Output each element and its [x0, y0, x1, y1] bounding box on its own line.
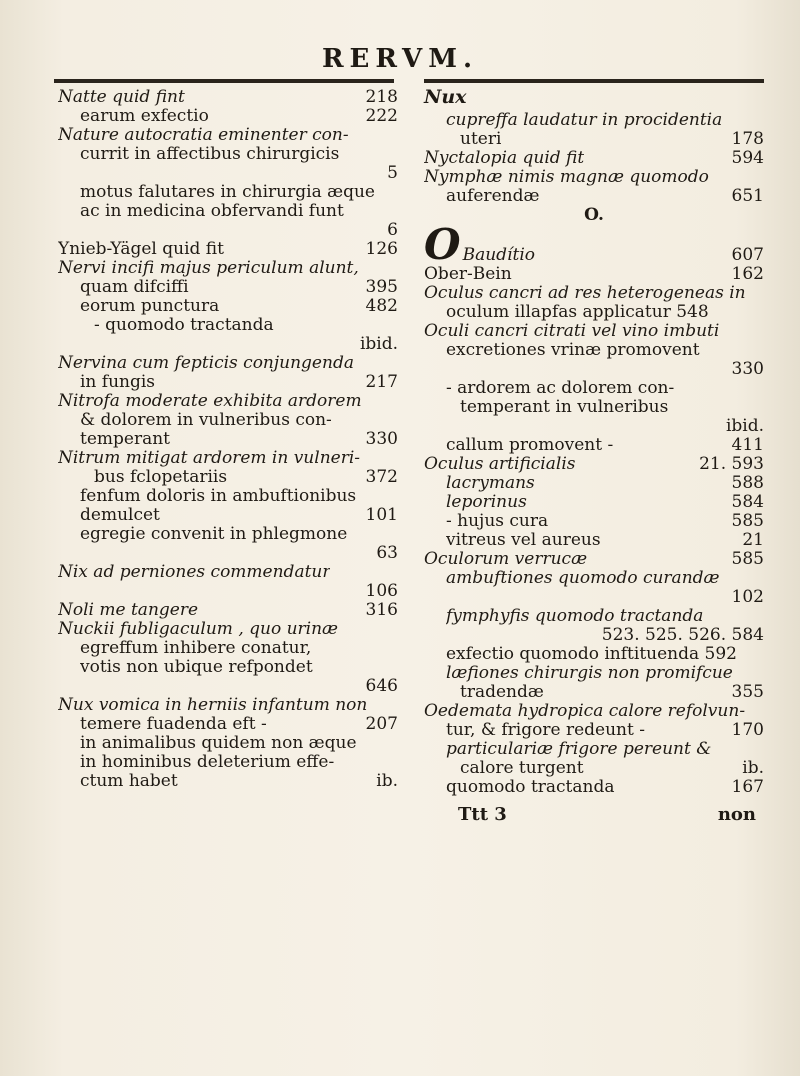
entry-page: 167: [731, 777, 764, 797]
entry-term: Ynieb-Yägel quid fit: [58, 240, 224, 259]
index-entries-o: [424, 225, 764, 797]
index-entry: [58, 506, 398, 525]
entry-term: leporinus: [446, 493, 527, 512]
index-entry: [58, 449, 398, 468]
entry-term: particulariæ frigore pereunt &: [446, 740, 712, 759]
entry-term: temperant in vulneribus: [460, 398, 669, 417]
entry-page: 162: [731, 264, 764, 284]
entry-page: 6: [387, 220, 398, 240]
entry-text: [80, 734, 357, 753]
index-entry: [58, 126, 398, 145]
entry-term: bus fclopetariis: [94, 468, 228, 487]
entry-text: [58, 126, 349, 145]
entry-text: [460, 759, 584, 778]
entry-text: [58, 601, 198, 620]
index-entry: [58, 392, 398, 411]
entry-term: & dolorem in vulneribus con-: [80, 411, 332, 430]
entry-term: Ober-Bein: [424, 265, 512, 284]
index-entry: [58, 639, 398, 658]
index-entry: [58, 468, 398, 487]
entry-text: [58, 259, 359, 278]
signature-mark: Ttt 3: [458, 804, 507, 825]
index-entry: [424, 740, 764, 759]
entry-term: - hujus cura: [446, 512, 549, 531]
index-entry: [58, 278, 398, 297]
entry-text: [424, 455, 575, 474]
index-entry: [58, 715, 398, 734]
index-entry: [424, 322, 764, 341]
index-entry: [424, 130, 764, 149]
entry-term: Oculus cancri ad res heterogeneas in: [424, 284, 746, 303]
entry-term: currit in affectibus chirurgicis: [80, 145, 340, 164]
entry-page: 316: [365, 600, 398, 620]
entry-text: [424, 168, 709, 187]
entry-term: oculum illapfas applicatur 548: [446, 303, 709, 322]
index-entry: [58, 430, 398, 449]
entry-page: 218: [365, 87, 398, 107]
entry-term: fymphyfis quomodo tractanda: [446, 607, 704, 626]
entry-page: 21. 593: [699, 454, 764, 474]
entry-page: 594: [731, 148, 764, 168]
entry-page: 646: [365, 676, 398, 696]
entry-term: auferendæ: [446, 187, 540, 206]
index-entry: [424, 721, 764, 740]
index-entry: [424, 284, 764, 303]
index-entry: [58, 354, 398, 373]
entry-term: cupreffa laudatur in procidentia: [446, 111, 723, 130]
index-entry: [58, 772, 398, 791]
entry-text: [80, 430, 170, 449]
entry-page: ibid.: [725, 416, 764, 436]
entry-term: Nature autocratia eminenter con-: [58, 126, 349, 145]
entry-text: [80, 506, 160, 525]
index-entry: [58, 525, 398, 544]
index-entry: [424, 778, 764, 797]
entry-page: 222: [365, 106, 398, 126]
entry-page: 217: [365, 372, 398, 392]
header-rule-left: [54, 79, 394, 83]
index-entry: [58, 221, 398, 240]
entry-term: fenfum doloris in ambuftionibus: [80, 487, 357, 506]
index-entry: [424, 550, 764, 569]
index-entry: [424, 531, 764, 550]
entry-page: 411: [731, 435, 764, 455]
index-entry: [424, 455, 764, 474]
entry-term: - ardorem ac dolorem con-: [446, 379, 675, 398]
entry-page: 63: [376, 543, 398, 563]
index-entries-n: [424, 111, 764, 206]
entry-term: Nitrofa moderate exhibita ardorem: [58, 392, 362, 411]
entry-text: [446, 664, 733, 683]
entry-text: [446, 379, 674, 398]
entry-term: in hominibus deleterium effe-: [80, 753, 335, 772]
entry-term: temere fuadenda eft -: [80, 715, 267, 734]
index-entry: [424, 493, 764, 512]
entry-page: ib.: [376, 771, 398, 791]
entry-page: 395: [365, 277, 398, 297]
entry-text: [460, 683, 544, 702]
entry-text: [446, 740, 711, 759]
index-entry: [424, 607, 764, 626]
entry-term: demulcet: [80, 506, 160, 525]
entry-text: [80, 107, 209, 126]
entry-term: Nix ad perniones commendatur: [58, 563, 331, 582]
index-entry: [424, 379, 764, 398]
page-footer: [424, 805, 764, 824]
entry-term: tur, & frigore redeunt -: [446, 721, 645, 740]
index-entry: [424, 417, 764, 436]
entry-text: [446, 778, 615, 797]
entry-text: [94, 468, 227, 487]
entry-term: vitreus vel aureus: [446, 531, 601, 550]
entry-page: 651: [731, 186, 764, 206]
entry-text: [446, 187, 539, 206]
index-entry: [58, 202, 398, 221]
entry-term: tradendæ: [460, 683, 544, 702]
entry-page: 585: [731, 549, 764, 569]
entry-term: calore turgent: [460, 759, 584, 778]
entry-page: 523. 525. 526. 584: [601, 625, 764, 645]
index-entry: [58, 259, 398, 278]
entry-term: excretiones vrinæ promovent: [446, 341, 700, 360]
entry-page: 372: [365, 467, 398, 487]
entry-page: 5: [387, 163, 398, 183]
entry-term: motus falutares in chirurgia æque: [80, 183, 375, 202]
index-entry: [58, 696, 398, 715]
entry-page: 102: [731, 587, 764, 607]
index-entry: [424, 168, 764, 187]
entry-term: ambuftiones quomodo curandæ: [446, 569, 720, 588]
entry-term: - quomodo tractanda: [94, 316, 274, 335]
index-entry: [58, 164, 398, 183]
index-entry: [58, 316, 398, 335]
entry-text: [424, 322, 719, 341]
index-entry: [424, 759, 764, 778]
index-entry: [58, 734, 398, 753]
entry-text: [58, 620, 338, 639]
entry-page: 330: [731, 359, 764, 379]
index-column-left: [58, 88, 398, 791]
entry-term: Oculorum verrucæ: [424, 550, 588, 569]
entry-page: ibid.: [359, 334, 398, 354]
section-letter-text: O.: [584, 205, 604, 225]
entry-text: [424, 149, 584, 168]
entry-term: Oculi cancri citrati vel vino imbuti: [424, 322, 720, 341]
entry-text: [80, 297, 219, 316]
index-entry: [58, 145, 398, 164]
entry-term: Nervina cum fepticis conjungenda: [58, 354, 354, 373]
entry-term: læfiones chirurgis non promifcue: [446, 664, 733, 683]
entry-page: 178: [731, 129, 764, 149]
entry-text: [80, 487, 356, 506]
entry-term: lacrymans: [446, 474, 535, 493]
entry-term: eorum punctura: [80, 297, 220, 316]
entry-page: 585: [731, 511, 764, 531]
entry-page: 607: [731, 245, 764, 265]
entry-text: [58, 449, 360, 468]
entry-term: Noli me tangere: [58, 601, 199, 620]
entry-text: [80, 183, 375, 202]
entry-term: Nervi incifi majus periculum alunt,: [58, 259, 359, 278]
entry-term: Oculus artificialis: [424, 455, 576, 474]
section-letter: [424, 206, 764, 225]
entry-text: [58, 240, 224, 259]
index-entry: [424, 149, 764, 168]
entry-text: [424, 225, 535, 265]
entry-text: [446, 493, 527, 512]
entry-text: [80, 715, 267, 734]
index-entry: [424, 265, 764, 284]
column-head: Nux: [424, 86, 467, 108]
entry-text: [58, 696, 367, 715]
entry-term: Nyctalopia quid fit: [424, 149, 585, 168]
entry-term: Nux vomica in herniis infantum non: [58, 696, 368, 715]
index-entry: [424, 398, 764, 417]
entry-term: quam difciffi: [80, 278, 189, 297]
index-entry: [58, 335, 398, 354]
index-entry: [424, 225, 764, 265]
entry-term: ctum habet: [80, 772, 178, 791]
index-entry: [424, 683, 764, 702]
index-entry: [424, 588, 764, 607]
entry-text: [424, 265, 512, 284]
entry-term: Oedemata hydropica calore refolvun-: [424, 702, 746, 721]
index-entry: [424, 341, 764, 360]
entry-text: [424, 284, 746, 303]
entry-text: [446, 303, 709, 322]
index-entry: [424, 303, 764, 322]
entry-text: [446, 111, 722, 130]
entry-text: [424, 550, 587, 569]
entry-term: temperant: [80, 430, 170, 449]
entry-text: [446, 569, 720, 588]
entry-text: [80, 525, 347, 544]
entry-term: quomodo tractanda: [446, 778, 615, 797]
entry-term: Natte quid fint: [58, 88, 185, 107]
entry-text: [80, 658, 313, 677]
entry-text: [80, 411, 332, 430]
entry-text: [446, 436, 613, 455]
entry-text: [58, 354, 354, 373]
entry-text: [446, 607, 703, 626]
entry-text: [80, 278, 189, 297]
entry-text: [460, 130, 501, 149]
index-entry: [58, 411, 398, 430]
entry-text: [80, 145, 339, 164]
index-entry: [58, 373, 398, 392]
entry-page: 106: [365, 581, 398, 601]
entry-page: 330: [365, 429, 398, 449]
index-entry: [424, 360, 764, 379]
entry-text: [58, 392, 362, 411]
entry-text: [446, 645, 737, 664]
index-entry: [58, 487, 398, 506]
entry-text: [446, 341, 700, 360]
index-entry: [58, 107, 398, 126]
entry-term: in fungis: [80, 373, 156, 392]
initial-letter: O: [424, 225, 461, 265]
entry-page: 584: [731, 492, 764, 512]
entry-term: earum exfectio: [80, 107, 209, 126]
entry-text: [446, 721, 645, 740]
index-entry: [58, 563, 398, 582]
entry-text: [58, 88, 185, 107]
index-entry: [58, 753, 398, 772]
index-entry: [58, 240, 398, 259]
entry-text: [446, 531, 601, 550]
entry-text: [460, 398, 668, 417]
index-entry: [424, 702, 764, 721]
entry-term: egregie convenit in phlegmone: [80, 525, 348, 544]
index-entry: [424, 512, 764, 531]
index-entry: [424, 474, 764, 493]
entry-page: 126: [365, 239, 398, 259]
catchword: non: [717, 804, 756, 825]
entry-text: [58, 563, 330, 582]
entry-text: [80, 202, 344, 221]
entry-term: exfectio quomodo inftituenda 592: [446, 645, 737, 664]
index-entry: [58, 620, 398, 639]
entry-page: 207: [365, 714, 398, 734]
index-entry: [424, 187, 764, 206]
entry-term: uteri: [460, 130, 502, 149]
header-rule-right: [424, 79, 764, 83]
entry-page: 482: [365, 296, 398, 316]
index-entry: [58, 582, 398, 601]
index-entry: [424, 626, 764, 645]
entry-page: 355: [731, 682, 764, 702]
running-head: RERVM.: [321, 44, 479, 74]
entry-page: 588: [731, 473, 764, 493]
index-entry: [58, 88, 398, 107]
index-entry: [58, 601, 398, 620]
index-entry: [424, 436, 764, 455]
entry-term: Baudítio: [462, 245, 535, 265]
entry-text: [424, 702, 745, 721]
entry-page: 170: [731, 720, 764, 740]
index-entry: [58, 297, 398, 316]
entry-term: Nitrum mitigat ardorem in vulneri-: [58, 449, 361, 468]
index-entry: [58, 677, 398, 696]
entry-term: votis non ubique refpondet: [80, 658, 313, 677]
entry-text: [446, 474, 535, 493]
index-column-right: [424, 88, 764, 824]
entry-text: [80, 772, 178, 791]
entry-page: 101: [365, 505, 398, 525]
entry-term: Nuckii fubligaculum , quo urinæ: [58, 620, 339, 639]
entry-page: ib.: [742, 758, 764, 778]
entry-text: [80, 753, 334, 772]
index-entry: [58, 544, 398, 563]
entry-term: in animalibus quidem non æque: [80, 734, 357, 753]
entry-term: egreffum inhibere conatur,: [80, 639, 312, 658]
index-entry: [424, 569, 764, 588]
entry-term: callum promovent -: [446, 436, 614, 455]
entry-text: [446, 512, 548, 531]
entry-text: [94, 316, 274, 335]
index-entry: [424, 664, 764, 683]
entry-text: [80, 373, 155, 392]
index-entry: [58, 183, 398, 202]
index-entry: [424, 111, 764, 130]
index-entry: [58, 658, 398, 677]
index-entry: [424, 645, 764, 664]
entry-term: ac in medicina obfervandi funt: [80, 202, 344, 221]
entry-text: [80, 639, 311, 658]
entry-page: 21: [742, 530, 764, 550]
entry-term: Nymphæ nimis magnæ quomodo: [424, 168, 709, 187]
